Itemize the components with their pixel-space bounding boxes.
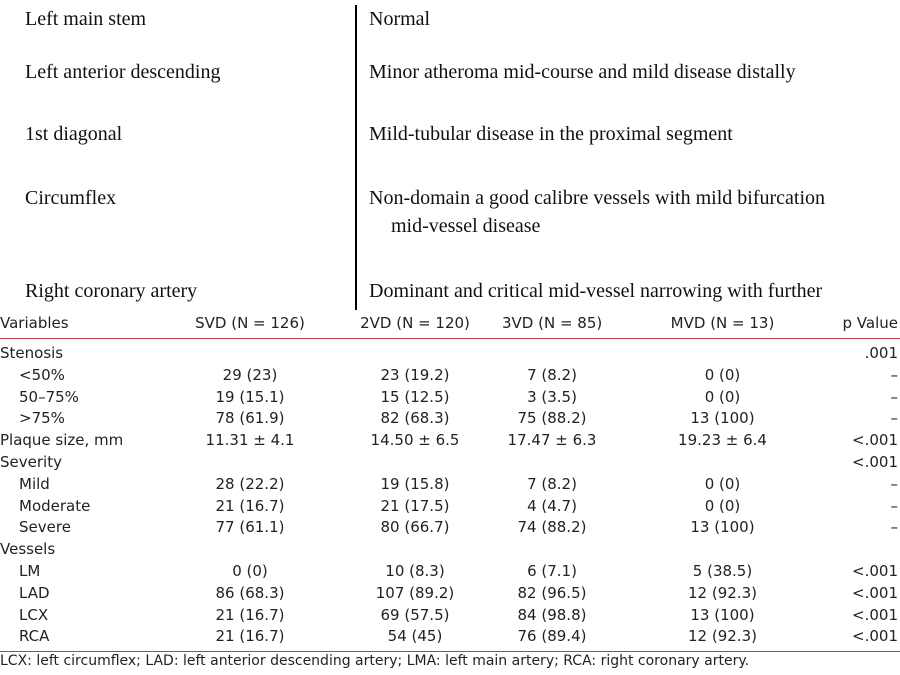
row-sublabel: Mild bbox=[19, 474, 50, 493]
row-label: Stenosis bbox=[0, 344, 64, 362]
mvd-value: 0 (0) bbox=[704, 387, 741, 406]
mvd-value: 19.23 ± 6.4 bbox=[678, 431, 767, 450]
table-row bbox=[0, 430, 900, 452]
svd-value: 78 (61.9) bbox=[215, 409, 285, 428]
3vd-value: 76 (89.4) bbox=[517, 627, 587, 646]
p-value: – bbox=[890, 409, 898, 428]
table-row bbox=[0, 408, 900, 430]
table-row bbox=[0, 517, 900, 539]
p-value: – bbox=[890, 365, 898, 384]
row-sublabel: LM bbox=[19, 562, 41, 580]
svd-value: 21 (16.7) bbox=[215, 627, 285, 646]
svd-value: 28 (22.2) bbox=[215, 474, 285, 493]
header-svd: SVD (N = 126) bbox=[195, 314, 305, 332]
table-row bbox=[0, 626, 900, 648]
table-footnote: LCX: left circumflex; LAD: left anterior descending artery; LMA: left main artery; RCA: right coronary artery. bbox=[0, 653, 750, 669]
p-value: <.001 bbox=[852, 431, 898, 450]
table-row bbox=[0, 365, 900, 387]
vessel-label: Right coronary artery bbox=[25, 280, 198, 302]
table-row bbox=[0, 474, 900, 496]
table-row bbox=[0, 496, 900, 518]
mvd-value: 0 (0) bbox=[704, 474, 741, 493]
3vd-value: 17.47 ± 6.3 bbox=[507, 431, 597, 450]
mvd-value: 12 (92.3) bbox=[688, 627, 757, 646]
2vd-value: 14.50 ± 6.5 bbox=[370, 431, 460, 450]
vessel-label: 1st diagonal bbox=[25, 123, 123, 145]
vessel-label: Left anterior descending bbox=[25, 61, 221, 83]
finding-line: Non-domain a good calibre vessels with mild bifurcation bbox=[369, 187, 826, 209]
table-row bbox=[0, 387, 900, 409]
header-3vd: 3VD (N = 85) bbox=[502, 314, 603, 332]
header-2vd: 2VD (N = 120) bbox=[360, 314, 470, 332]
table-header-row bbox=[0, 313, 900, 335]
svd-value: 0 (0) bbox=[232, 562, 268, 580]
table-row bbox=[0, 343, 900, 365]
p-value: – bbox=[890, 518, 898, 537]
vessel-label: Left main stem bbox=[25, 8, 147, 30]
header-p-value: p Value bbox=[842, 314, 898, 332]
row-sublabel: LAD bbox=[19, 583, 50, 602]
header-mvd: MVD (N = 13) bbox=[670, 314, 775, 332]
svd-value: 29 (23) bbox=[222, 365, 278, 384]
table-row bbox=[0, 452, 900, 474]
3vd-value: 74 (88.2) bbox=[517, 518, 587, 537]
row-sublabel: LCX bbox=[19, 605, 49, 624]
svd-value: 19 (15.1) bbox=[215, 387, 285, 406]
mvd-value: 13 (100) bbox=[690, 518, 755, 537]
row-label: Severity bbox=[0, 453, 62, 471]
p-value: <.001 bbox=[852, 627, 898, 646]
p-value: – bbox=[890, 474, 898, 493]
vessel-finding: Mild-tubular disease in the proximal segment bbox=[369, 123, 733, 145]
3vd-value: 3 (3.5) bbox=[527, 387, 577, 406]
2vd-value: 107 (89.2) bbox=[375, 583, 455, 602]
3vd-value: 4 (4.7) bbox=[527, 496, 577, 515]
2vd-value: 15 (12.5) bbox=[380, 387, 450, 406]
row-sublabel: Severe bbox=[19, 518, 71, 537]
p-value: <.001 bbox=[852, 583, 898, 602]
3vd-value: 7 (8.2) bbox=[527, 474, 577, 493]
row-sublabel: 50–75% bbox=[19, 387, 79, 406]
3vd-value: 75 (88.2) bbox=[517, 409, 587, 428]
p-value: <.001 bbox=[852, 605, 898, 624]
2vd-value: 10 (8.3) bbox=[385, 562, 445, 580]
table-row bbox=[0, 561, 900, 583]
row-sublabel: <50% bbox=[19, 365, 65, 384]
row-label: Plaque size, mm bbox=[0, 431, 124, 450]
row-sublabel: RCA bbox=[19, 627, 50, 646]
finding-line-continued: mid-vessel disease bbox=[391, 215, 541, 237]
table-row bbox=[0, 583, 900, 605]
svd-value: 21 (16.7) bbox=[215, 496, 285, 515]
mvd-value: 0 (0) bbox=[704, 496, 741, 515]
p-value: – bbox=[890, 387, 898, 406]
p-value: – bbox=[890, 496, 898, 515]
table-row bbox=[0, 605, 900, 627]
vessel-label: Circumflex bbox=[25, 187, 117, 209]
mvd-value: 0 (0) bbox=[704, 365, 741, 384]
statistics-table bbox=[0, 312, 900, 652]
column-divider bbox=[355, 5, 357, 310]
mvd-value: 5 (38.5) bbox=[692, 562, 753, 580]
2vd-value: 82 (68.3) bbox=[380, 409, 450, 428]
3vd-value: 82 (96.5) bbox=[517, 583, 587, 602]
2vd-value: 19 (15.8) bbox=[380, 474, 450, 493]
header-variables: Variables bbox=[0, 314, 69, 332]
3vd-value: 84 (98.8) bbox=[517, 605, 587, 624]
mvd-value: 12 (92.3) bbox=[688, 583, 757, 602]
2vd-value: 69 (57.5) bbox=[380, 605, 450, 624]
bottom-rule bbox=[0, 651, 900, 652]
svd-value: 21 (16.7) bbox=[215, 605, 285, 624]
p-value: .001 bbox=[864, 344, 898, 362]
2vd-value: 21 (17.5) bbox=[380, 496, 450, 515]
mvd-value: 13 (100) bbox=[690, 409, 755, 428]
vessel-finding: Normal bbox=[369, 8, 431, 30]
2vd-value: 23 (19.2) bbox=[380, 365, 450, 384]
svd-value: 86 (68.3) bbox=[215, 583, 285, 602]
mvd-value: 13 (100) bbox=[690, 605, 755, 624]
findings-table bbox=[0, 0, 900, 312]
p-value: <.001 bbox=[852, 562, 898, 580]
svd-value: 77 (61.1) bbox=[215, 518, 285, 537]
p-value: <.001 bbox=[852, 453, 898, 471]
row-label: Vessels bbox=[0, 540, 56, 559]
2vd-value: 80 (66.7) bbox=[380, 518, 450, 537]
vessel-finding bbox=[369, 184, 825, 240]
vessel-finding: Dominant and critical mid-vessel narrowing with further bbox=[369, 280, 823, 302]
3vd-value: 7 (8.2) bbox=[527, 365, 577, 384]
svd-value: 11.31 ± 4.1 bbox=[205, 431, 295, 450]
vessel-finding: Minor atheroma mid-course and mild disease distally bbox=[369, 61, 796, 83]
table-row bbox=[0, 539, 900, 561]
row-sublabel: Moderate bbox=[19, 496, 91, 515]
header-rule bbox=[0, 338, 900, 339]
row-sublabel: >75% bbox=[19, 409, 65, 428]
3vd-value: 6 (7.1) bbox=[527, 562, 577, 580]
2vd-value: 54 (45) bbox=[387, 627, 443, 646]
